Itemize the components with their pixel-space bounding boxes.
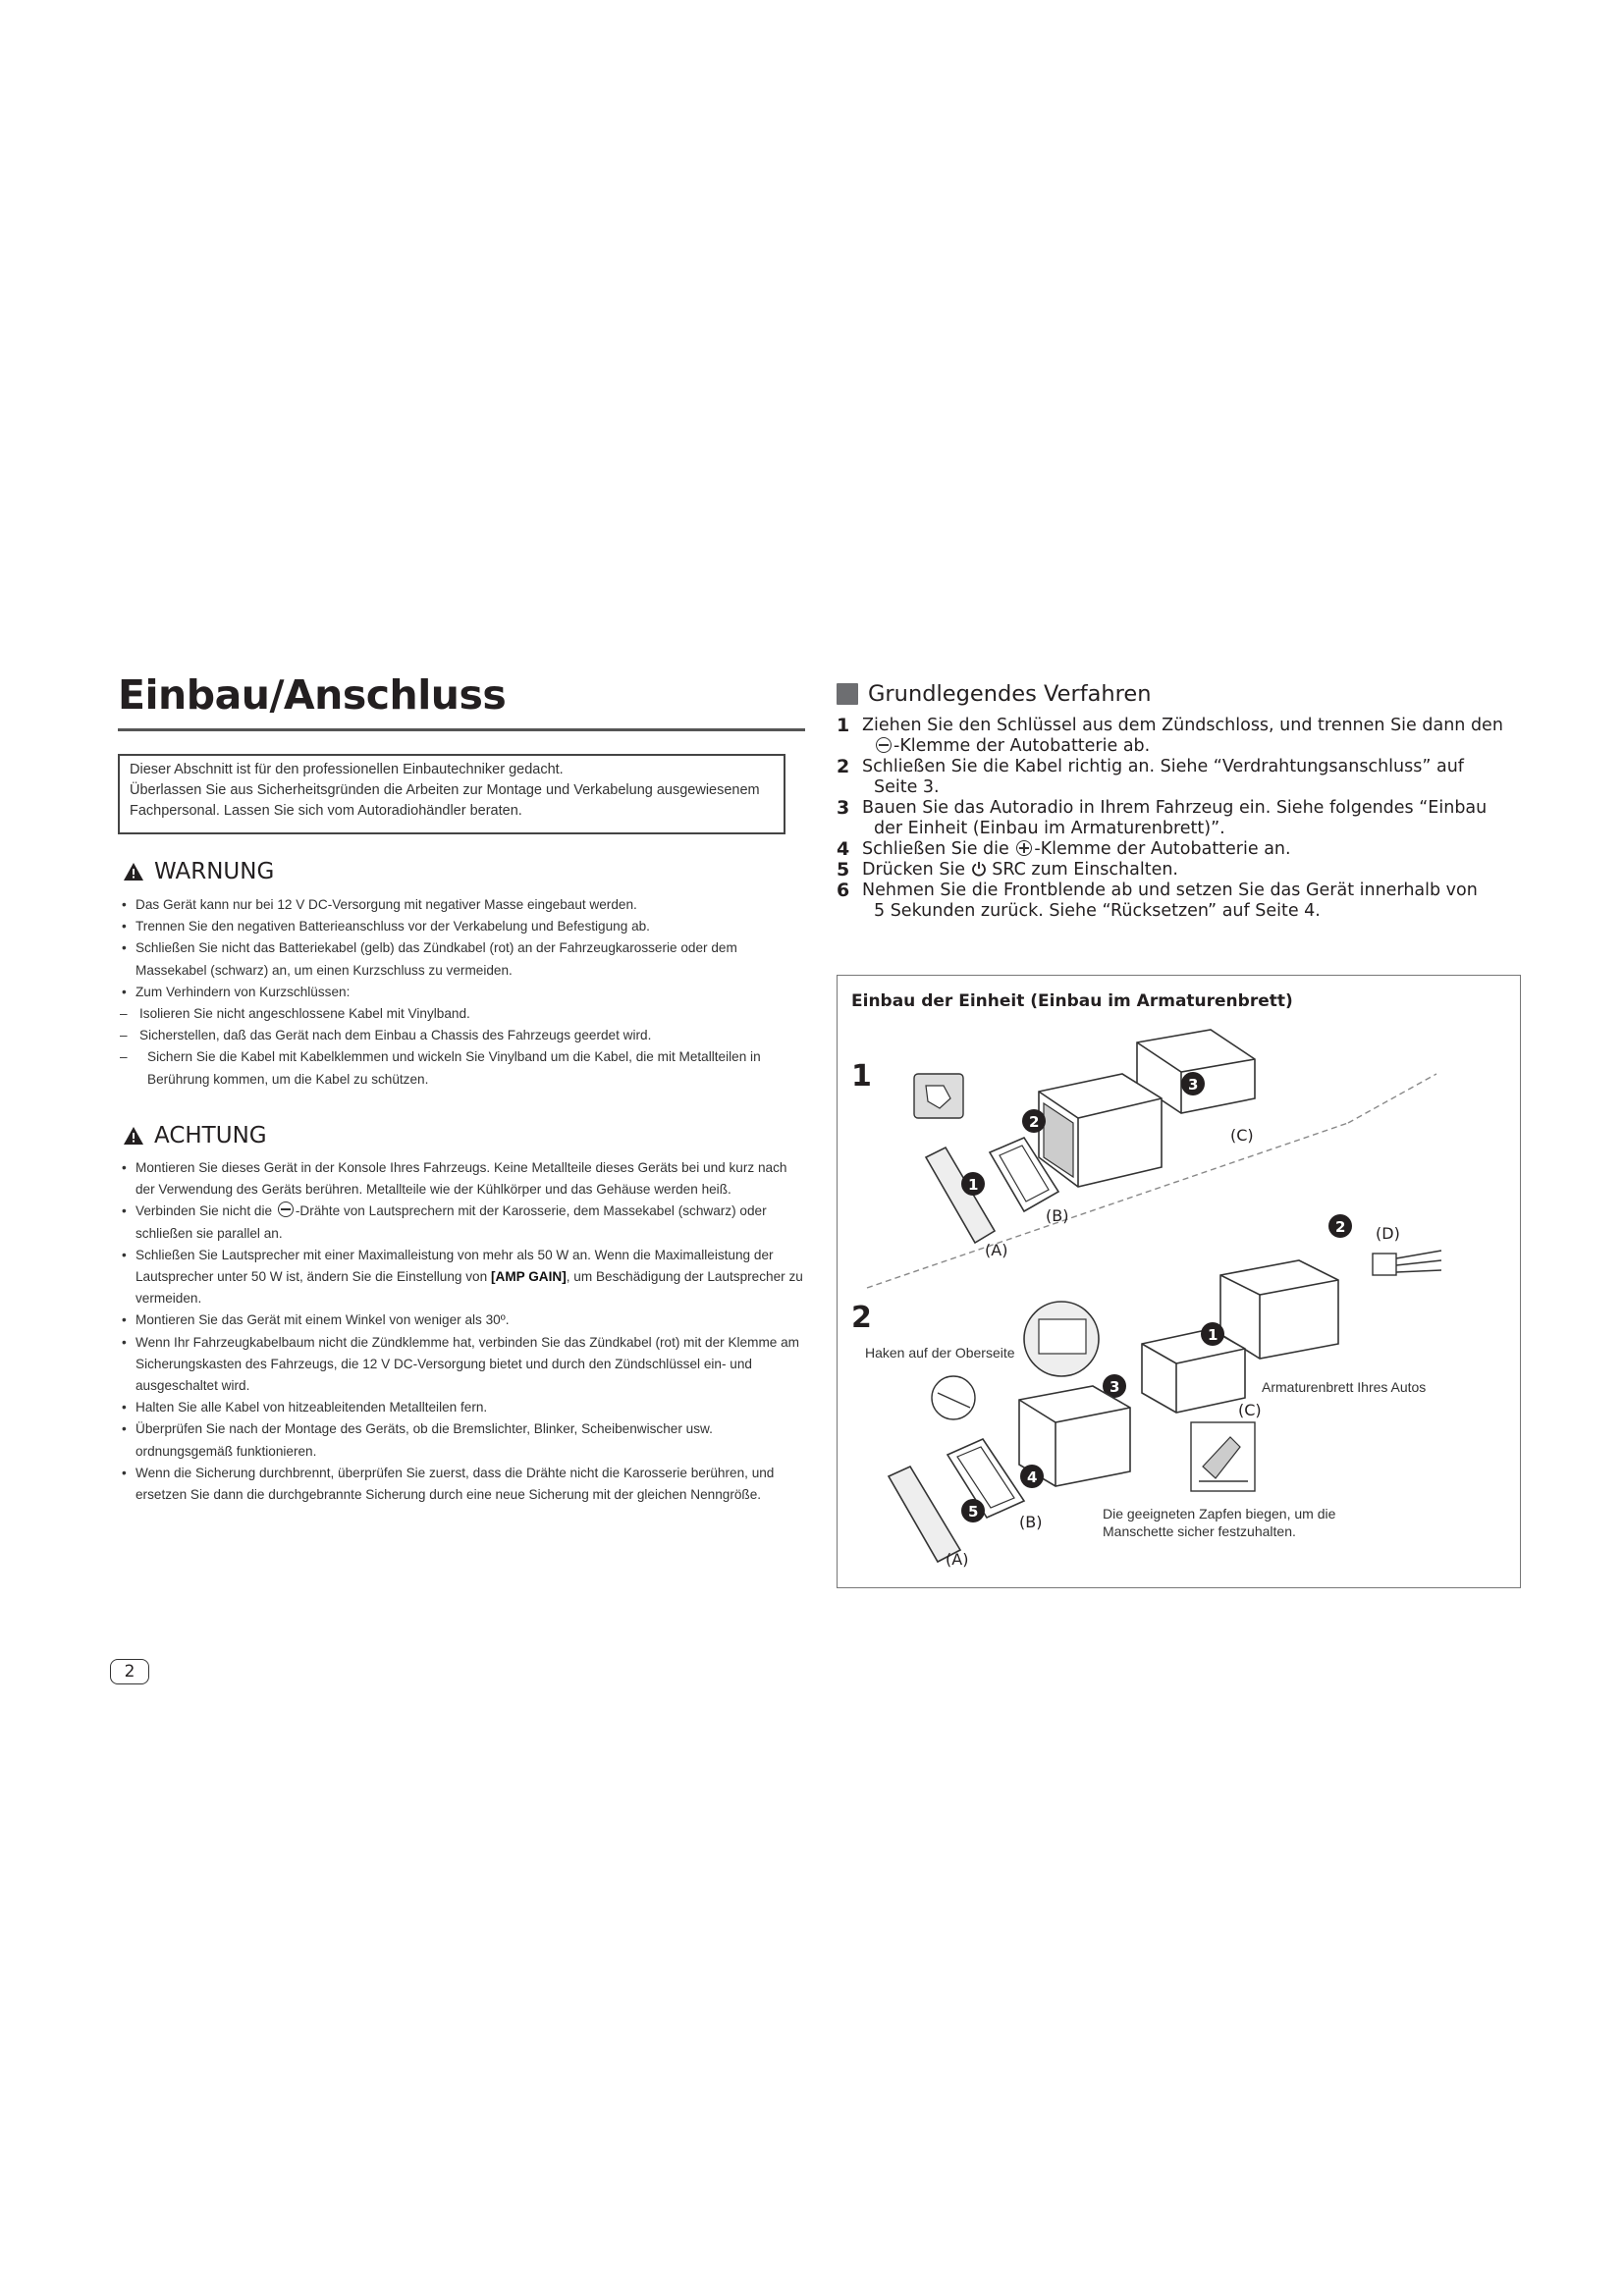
label-a2: (A) [946,1550,969,1569]
item-text: , um Beschädigung der Lautsprecher zu vermeiden. [135,1269,803,1307]
list-subitem: – Sicherstellen, daß das Gerät nach dem Einbau a Chassis des Fahrzeugs geerdet wird. [118,1025,805,1046]
list-item [118,1245,805,1310]
diagram-illustration [838,976,1522,1589]
zapfen-label-2: Manschette sicher festzuhalten. [1103,1523,1296,1539]
list-item [118,1201,805,1244]
marker-3-text: 3 [1188,1076,1199,1094]
marker-4-text: 4 [1027,1468,1038,1486]
list-item: • Wenn Ihr Fahrzeugkabelbaum nicht die Zündklemme hat, verbinden Sie das Zündkabel (rot) mit der Klemme am Sicherungskasten des Fahrzeugs, die 12 V DC-Versorgung bietet und durch den Zündschlüssel ein- und ausgeschaltet wird. [118,1332,805,1398]
list-subitem: – Isolieren Sie nicht angeschlossene Kabel mit Vinylband. [118,1003,805,1025]
step-text: Drücken Sie [862,860,966,880]
warnung-heading-text: WARNUNG [154,859,275,884]
diagram-step-2: 2 [851,1301,872,1335]
list-item: • Montieren Sie das Gerät mit einem Winkel von weniger als 30º. [118,1309,805,1331]
step-text: Nehmen Sie die Frontblende ab und setzen Sie das Gerät innerhalb von [862,881,1478,900]
diagram-step-1: 1 [851,1059,872,1094]
intro-line: Fachpersonal. Lassen Sie sich vom Autoradiohändler beraten. [130,803,522,819]
hook-detail [932,1376,975,1419]
zapfen-label-1: Die geeigneten Zapfen biegen, um die [1103,1506,1336,1522]
grund-heading [837,681,1152,707]
step-text: Schließen Sie die Kabel richtig an. Siehe “Verdrahtungsanschluss” auf [862,757,1464,776]
label-c2: (C) [1238,1401,1262,1419]
faceplate [926,1148,995,1243]
step-item [837,881,1514,922]
step-text: Ziehen Sie den Schlüssel aus dem Zündschloss, und trennen Sie dann den [862,716,1503,735]
amp-gain-setting: [AMP GAIN] [490,1269,567,1285]
item-text: Schließen Sie Lautsprecher mit einer Maximalleistung von mehr als 50 W an. Wenn die Maximalleistung der Lautsprecher unter 50 W ist, ändern Sie die Einstellung von [135,1247,774,1285]
step-text: Bauen Sie das Autoradio in Ihrem Fahrzeug ein. Siehe folgendes “Einbau [862,798,1488,818]
step-text-cont: Seite 3. [874,777,940,797]
trim-frame-2 [947,1439,1024,1518]
grund-heading-text: Grundlegendes Verfahren [868,681,1152,707]
marker-2b-text: 2 [1335,1218,1346,1236]
item-text: -Drähte von Lautsprechern mit der Karosserie, dem Massekabel (schwarz) oder schließen sie parallel an. [135,1203,767,1241]
caution-icon [123,1126,144,1146]
warning-icon [123,862,144,881]
marker-5-text: 5 [968,1503,979,1521]
step-item [837,860,1514,881]
list-item: • Das Gerät kann nur bei 12 V DC-Versorgung mit negativer Masse eingebaut werden. [118,894,805,916]
list-item: • Überprüfen Sie nach der Montage des Geräts, ob die Bremslichter, Blinker, Scheibenwischer usw. ordnungsgemäß funktionieren. [118,1418,805,1462]
step-text: Schließen Sie die [862,839,1009,859]
haken-label: Haken auf der Oberseite [865,1345,1015,1361]
marker-2-text: 2 [1029,1113,1040,1131]
step-text-cont: der Einheit (Einbau im Armaturenbrett)”. [874,819,1225,838]
step-number: 1 [837,715,850,736]
achtung-list [118,1157,805,1506]
label-c: (C) [1230,1126,1254,1145]
marker-1b-text: 1 [1208,1326,1218,1344]
faceplate-2 [889,1467,960,1562]
label-b: (B) [1046,1206,1069,1225]
item-text: Verbinden Sie nicht die [135,1203,273,1219]
list-item: • Wenn die Sicherung durchbrennt, überprüfen Sie zuerst, dass die Drähte nicht die Karosserie berühren, und ersetzen Sie dann die durchgebrannte Sicherung durch eine neue Sicherung mit der gleichen Nenngröße. [118,1463,805,1506]
list-item: • Trennen Sie den negativen Batterieanschluss vor der Verkabelung und Befestigung ab. [118,916,805,937]
label-b2: (B) [1019,1513,1043,1531]
step-item [837,839,1514,860]
diagram-title: Einbau der Einheit (Einbau im Armaturenbrett) [851,991,1293,1011]
step-number: 5 [837,859,850,881]
step-text: -Klemme der Autobatterie ab. [893,736,1151,756]
step-text-cont: 5 Sekunden zurück. Siehe “Rücksetzen” auf Seite 4. [874,901,1321,921]
minus-terminal-icon [876,737,892,753]
label-d: (D) [1376,1224,1400,1243]
warnung-list [118,894,805,1091]
wiring-connector [1373,1251,1441,1275]
step-number: 6 [837,880,850,901]
step-number: 2 [837,756,850,777]
dashboard-opening [1220,1260,1338,1359]
list-subitem: – Sichern Sie die Kabel mit Kabelklemmen und wickeln Sie Vinylband um die Kabel, die mit Metallteilen in Berührung kommen, um die Kabel zu schützen. [118,1046,805,1090]
armaturenbrett-label: Armaturenbrett Ihres Autos [1262,1379,1427,1395]
step-item [837,757,1514,798]
step-text: SRC zum Einschalten. [992,860,1178,880]
page-title: Einbau/Anschluss [118,671,507,719]
step-text-cont [862,736,1514,757]
step-text: -Klemme der Autobatterie an. [1034,839,1291,859]
procedure-steps [837,716,1514,922]
achtung-heading-text: ACHTUNG [154,1123,267,1148]
intro-box [118,754,785,834]
label-a: (A) [985,1241,1008,1259]
list-item: • Schließen Sie nicht das Batteriekabel (gelb) das Zündkabel (rot) an der Fahrzeugkarosserie oder dem Massekabel (schwarz) an, um einen Kurzschluss zu vermeiden. [118,937,805,981]
warnung-heading [123,859,274,884]
minus-terminal-icon [278,1201,294,1217]
step-number: 3 [837,797,850,819]
installation-diagram [837,975,1521,1588]
list-item: • Halten Sie alle Kabel von hitzeableitenden Metallteilen fern. [118,1397,805,1418]
achtung-heading [123,1123,267,1148]
mounting-sleeve-2 [1142,1329,1245,1413]
list-item: • Montieren Sie dieses Gerät in der Konsole Ihres Fahrzeugs. Keine Metallteile dieses Geräts bei und kurz nach der Verwendung des Geräts berühren. Metallteile wie der Kühlkörper und das Gehäuse werden heiß. [118,1157,805,1201]
head-unit [1039,1074,1162,1187]
step-number: 4 [837,838,850,860]
step-item [837,716,1514,757]
separator-line [1348,1074,1436,1123]
title-divider [118,728,805,731]
intro-line: Überlassen Sie aus Sicherheitsgründen die Arbeiten zur Montage und Verkabelung ausgewiesenem [130,782,760,798]
section-square-icon [837,683,858,705]
plus-terminal-icon [1016,840,1032,856]
step-item [837,798,1514,839]
page-number: 2 [110,1659,149,1684]
intro-line: Dieser Abschnitt ist für den professionellen Einbautechniker gedacht. [130,762,564,777]
power-icon [971,861,987,877]
marker-3b-text: 3 [1110,1378,1120,1396]
list-item: • Zum Verhindern von Kurzschlüssen: [118,982,805,1003]
marker-1-text: 1 [968,1176,979,1194]
